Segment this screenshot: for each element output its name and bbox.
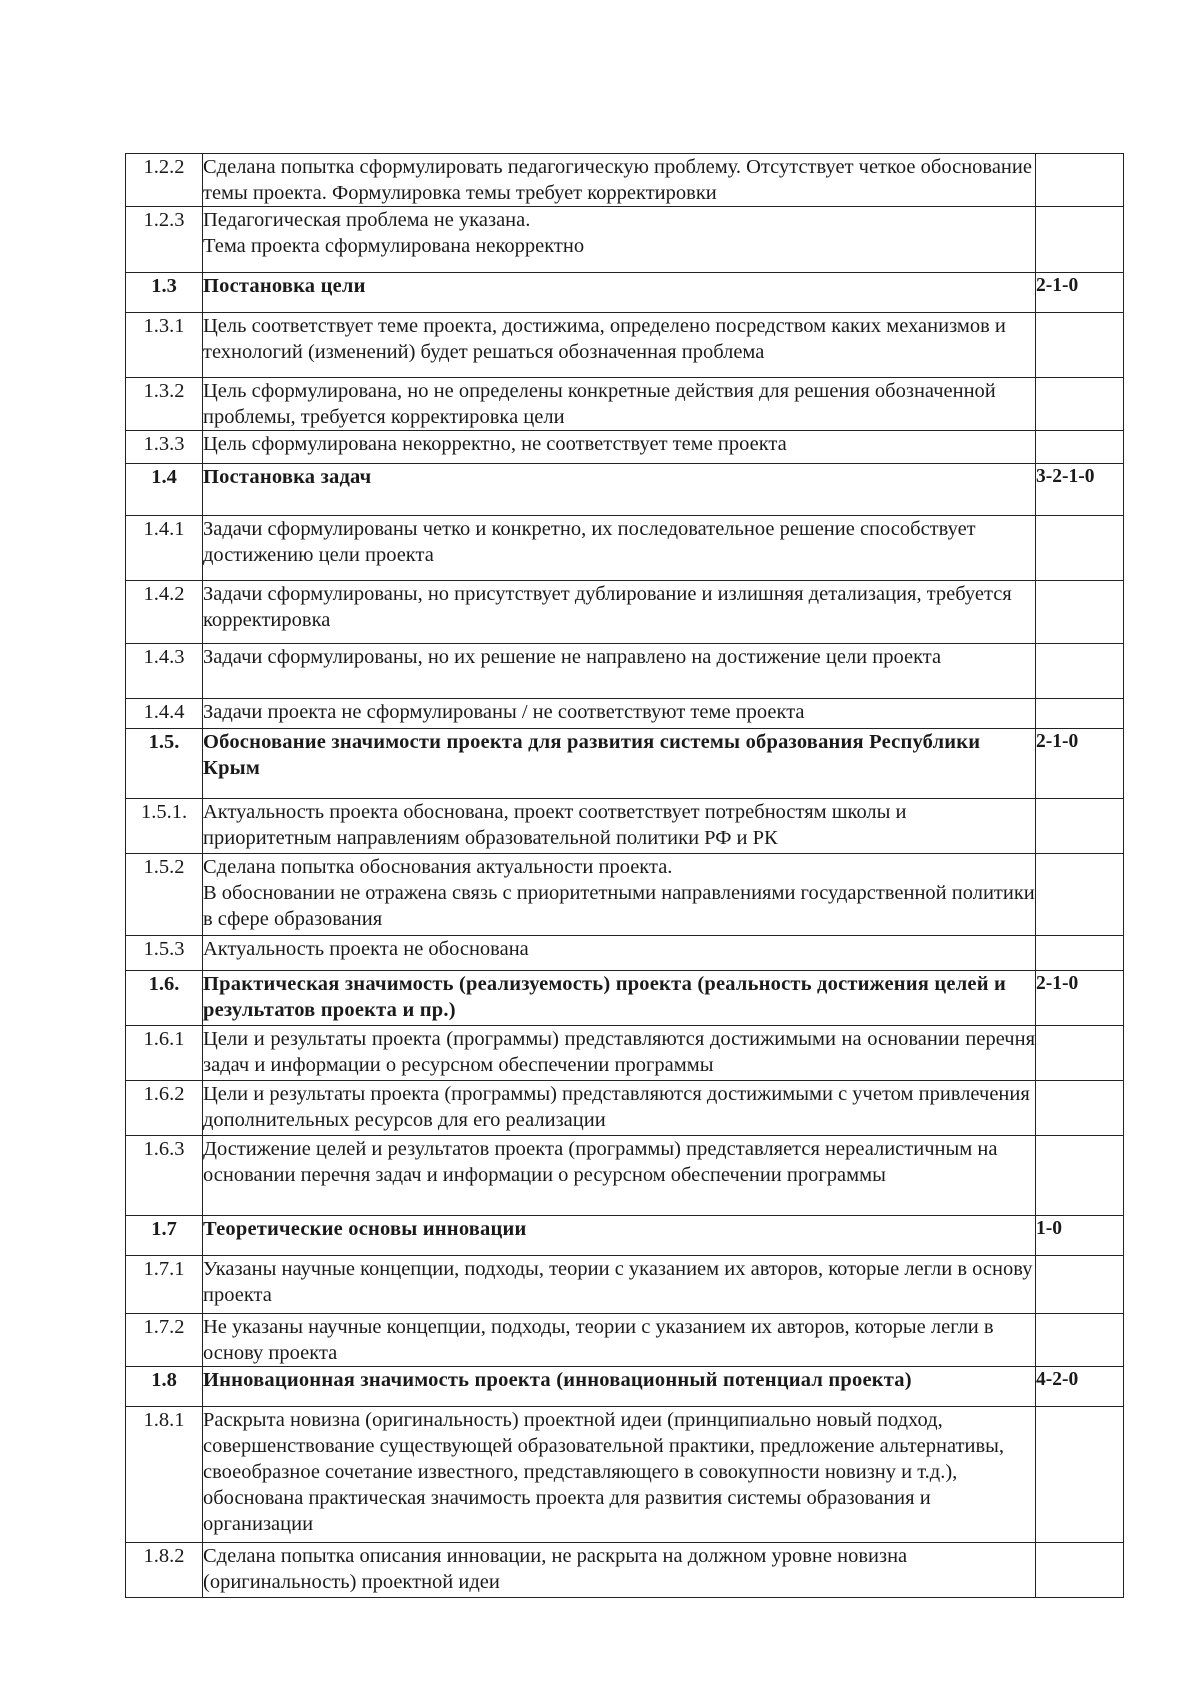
row-number: 1.8.2 xyxy=(126,1543,203,1598)
row-number: 1.7.2 xyxy=(126,1314,203,1367)
row-text: Достижение целей и результатов проекта (программы) представляется нереалистичным на основании перечня задач и информации о ресурсном обеспечении программы xyxy=(203,1136,1036,1216)
row-number: 1.3.2 xyxy=(126,378,203,431)
row-score xyxy=(1036,1256,1124,1314)
row-score xyxy=(1036,154,1124,207)
table-row xyxy=(126,581,1124,644)
section-score: 1-0 xyxy=(1036,1216,1124,1256)
section-title: Практическая значимость (реализуемость) проекта (реальность достижения целей и результатов проекта и пр.) xyxy=(203,971,1036,1026)
table-row xyxy=(126,644,1124,699)
section-title: Теоретические основы инновации xyxy=(203,1216,1036,1256)
row-text: Задачи сформулированы, но их решение не направлено на достижение цели проекта xyxy=(203,644,1036,699)
row-number: 1.5.2 xyxy=(126,854,203,936)
row-text: Задачи сформулированы четко и конкретно, их последовательное решение способствует достижению цели проекта xyxy=(203,516,1036,581)
table-row xyxy=(126,154,1124,207)
row-text: Актуальность проекта не обоснована xyxy=(203,936,1036,971)
table-row xyxy=(126,1543,1124,1598)
row-number: 1.4.4 xyxy=(126,699,203,729)
table-row xyxy=(126,313,1124,378)
criteria-table xyxy=(125,153,1124,1598)
table-row xyxy=(126,1026,1124,1081)
row-text: Задачи сформулированы, но присутствует дублирование и излишняя детализация, требуется корректировка xyxy=(203,581,1036,644)
row-text: Указаны научные концепции, подходы, теории с указанием их авторов, которые легли в основу проекта xyxy=(203,1256,1036,1314)
row-text-line: Сделана попытка обоснования актуальности проекта. В обосновании не отражена связь с приоритетными направлениями государственной политики в сфере образования xyxy=(203,856,1035,930)
section-number: 1.4 xyxy=(126,464,203,516)
row-score xyxy=(1036,854,1124,936)
row-score xyxy=(1036,699,1124,729)
section-score: 4-2-0 xyxy=(1036,1367,1124,1407)
row-number: 1.2.2 xyxy=(126,154,203,207)
section-score: 2-1-0 xyxy=(1036,273,1124,313)
row-number: 1.6.1 xyxy=(126,1026,203,1081)
row-number: 1.4.2 xyxy=(126,581,203,644)
row-text: Цель соответствует теме проекта, достижима, определено посредством каких механизмов и технологий (изменений) будет решаться обозначенная проблема xyxy=(203,313,1036,378)
table-row xyxy=(126,516,1124,581)
row-text: Цель сформулирована некорректно, не соответствует теме проекта xyxy=(203,431,1036,464)
section-heading-row xyxy=(126,729,1124,799)
row-text: Актуальность проекта обоснована, проект соответствует потребностям школы и приоритетным направлениям образовательной политики РФ и РК xyxy=(203,799,1036,854)
row-text: Раскрыта новизна (оригинальность) проектной идеи (принципиально новый подход, совершенствование существующей образовательной практики, предложение альтернативы, своеобразное сочетание известного, представляющего в совокупности новизну и т.д.), обоснована практическая значимость проекта для развития системы образования и организации xyxy=(203,1407,1036,1543)
row-text: Цели и результаты проекта (программы) представляются достижимыми на основании перечня задач и информации о ресурсном обеспечении программы xyxy=(203,1026,1036,1081)
table-row xyxy=(126,799,1124,854)
section-heading-row xyxy=(126,971,1124,1026)
section-title: Постановка задач xyxy=(203,464,1036,516)
table-row xyxy=(126,207,1124,273)
table-row xyxy=(126,431,1124,464)
row-number: 1.5.3 xyxy=(126,936,203,971)
row-text: Сделана попытка описания инновации, не раскрыта на должном уровне новизна (оригинальность) проектной идеи xyxy=(203,1543,1036,1598)
row-number: 1.6.2 xyxy=(126,1081,203,1136)
row-number: 1.2.3 xyxy=(126,207,203,273)
row-score xyxy=(1036,1407,1124,1543)
row-text: Не указаны научные концепции, подходы, теории с указанием их авторов, которые легли в основу проекта xyxy=(203,1314,1036,1367)
row-text: Сделана попытка сформулировать педагогическую проблему. Отсутствует четкое обоснование темы проекта. Формулировка темы требует корректировки xyxy=(203,154,1036,207)
row-score xyxy=(1036,1026,1124,1081)
row-number: 1.3.3 xyxy=(126,431,203,464)
table-row xyxy=(126,699,1124,729)
row-number: 1.4.1 xyxy=(126,516,203,581)
table-row xyxy=(126,1407,1124,1543)
section-number: 1.8 xyxy=(126,1367,203,1407)
table-row xyxy=(126,854,1124,936)
row-score xyxy=(1036,1314,1124,1367)
row-score xyxy=(1036,581,1124,644)
row-number: 1.6.3 xyxy=(126,1136,203,1216)
section-heading-row xyxy=(126,273,1124,313)
section-score: 2-1-0 xyxy=(1036,971,1124,1026)
table-row xyxy=(126,1136,1124,1216)
row-score xyxy=(1036,1136,1124,1216)
row-text xyxy=(203,854,1036,936)
section-heading-row xyxy=(126,464,1124,516)
row-score xyxy=(1036,644,1124,699)
row-text: Цель сформулирована, но не определены конкретные действия для решения обозначенной проблемы, требуется корректировка цели xyxy=(203,378,1036,431)
section-heading-row xyxy=(126,1367,1124,1407)
section-heading-row xyxy=(126,1216,1124,1256)
table-row xyxy=(126,1314,1124,1367)
row-score xyxy=(1036,799,1124,854)
row-text-line: Педагогическая проблема не указана. Тема проекта сформулирована некорректно xyxy=(203,209,585,257)
table-row xyxy=(126,1081,1124,1136)
row-score xyxy=(1036,936,1124,971)
row-number: 1.8.1 xyxy=(126,1407,203,1543)
row-score xyxy=(1036,431,1124,464)
section-title: Инновационная значимость проекта (инновационный потенциал проекта) xyxy=(203,1367,1036,1407)
row-score xyxy=(1036,207,1124,273)
section-number: 1.3 xyxy=(126,273,203,313)
row-text xyxy=(203,207,1036,273)
row-text: Задачи проекта не сформулированы / не соответствуют теме проекта xyxy=(203,699,1036,729)
row-score xyxy=(1036,378,1124,431)
row-score xyxy=(1036,1081,1124,1136)
row-number: 1.4.3 xyxy=(126,644,203,699)
row-text: Цели и результаты проекта (программы) представляются достижимыми с учетом привлечения дополнительных ресурсов для его реализации xyxy=(203,1081,1036,1136)
section-score: 2-1-0 xyxy=(1036,729,1124,799)
row-number: 1.7.1 xyxy=(126,1256,203,1314)
section-score: 3-2-1-0 xyxy=(1036,464,1124,516)
row-number: 1.3.1 xyxy=(126,313,203,378)
section-number: 1.5. xyxy=(126,729,203,799)
table-row xyxy=(126,1256,1124,1314)
row-score xyxy=(1036,1543,1124,1598)
table-row xyxy=(126,378,1124,431)
row-score xyxy=(1036,313,1124,378)
table-row xyxy=(126,936,1124,971)
row-score xyxy=(1036,516,1124,581)
section-title: Постановка цели xyxy=(203,273,1036,313)
row-number: 1.5.1. xyxy=(126,799,203,854)
section-number: 1.6. xyxy=(126,971,203,1026)
section-number: 1.7 xyxy=(126,1216,203,1256)
section-title: Обоснование значимости проекта для развития системы образования Республики Крым xyxy=(203,729,1036,799)
